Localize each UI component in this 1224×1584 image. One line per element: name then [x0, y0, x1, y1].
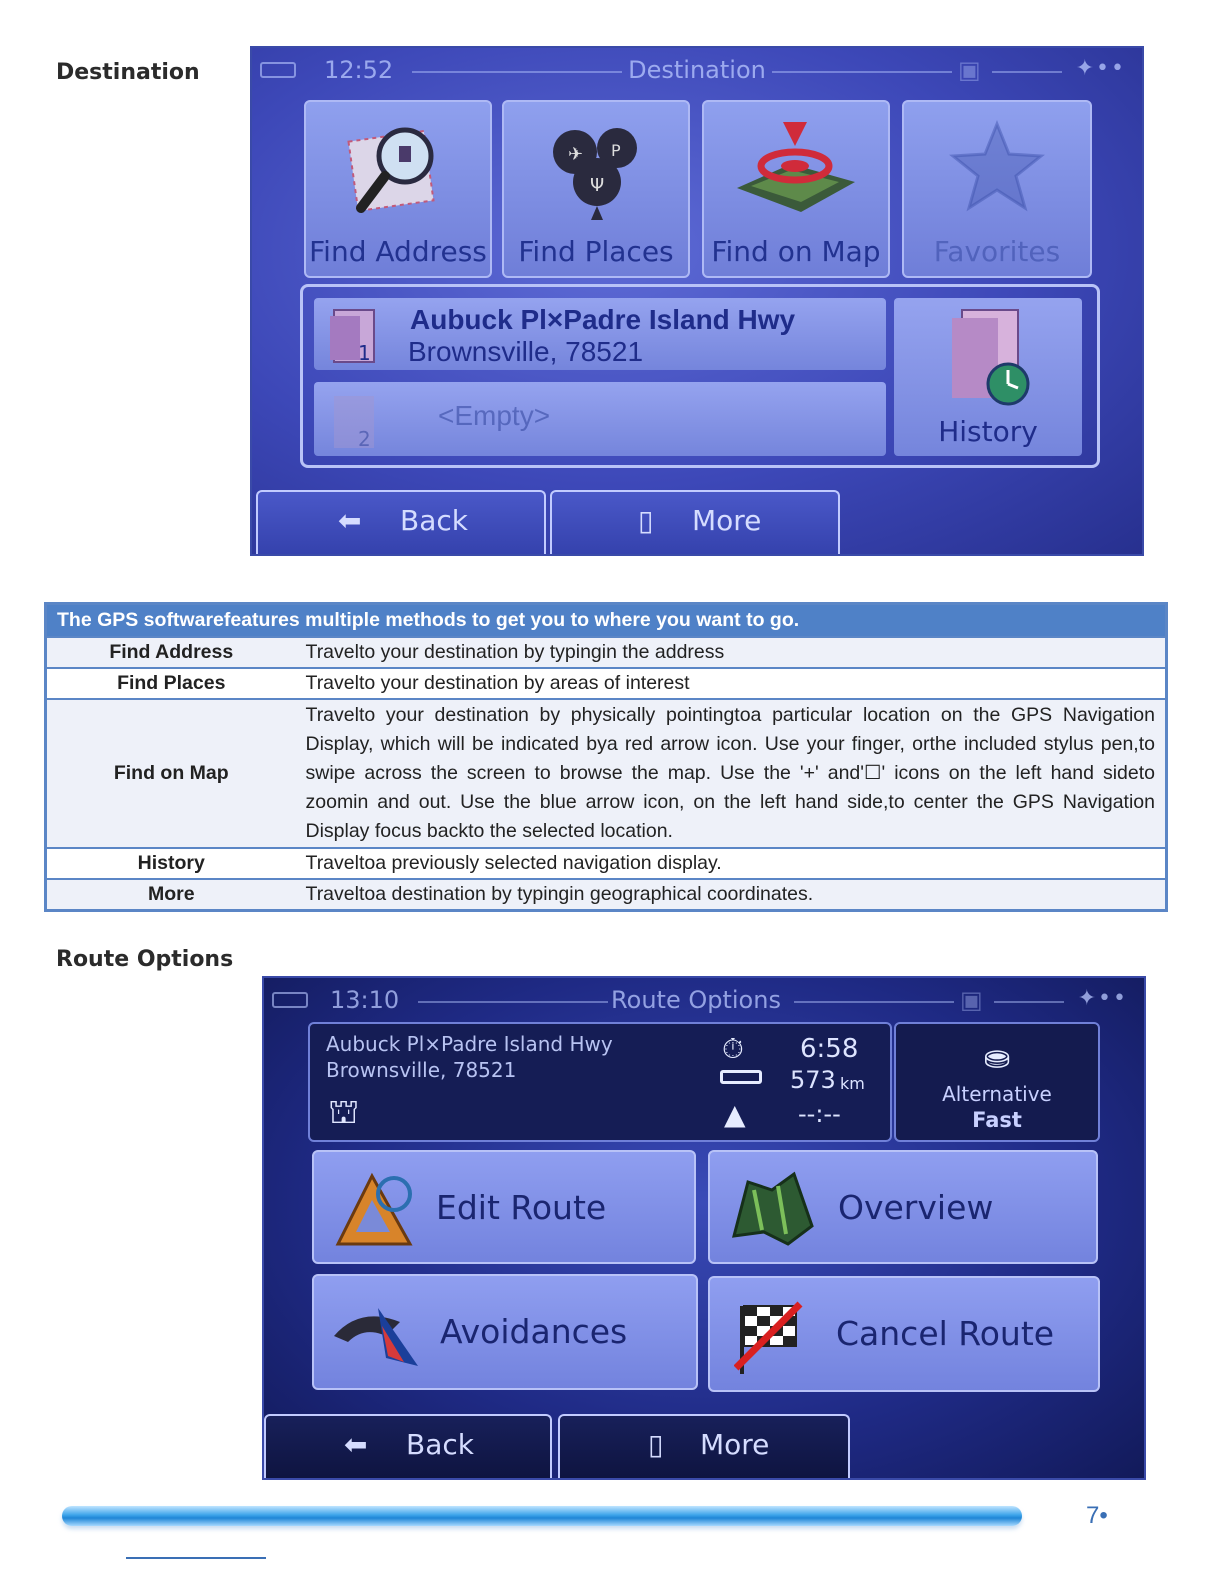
- more-icon: ▯: [648, 1428, 664, 1461]
- feature-name: Find on Map: [46, 699, 296, 848]
- svg-text:1: 1: [358, 341, 371, 365]
- more-label: More: [700, 1428, 770, 1461]
- checkered-flag-icon: [734, 1298, 804, 1378]
- map-overview-icon: [728, 1166, 818, 1252]
- footer-bar: [62, 1506, 1022, 1526]
- feature-desc: Traveltoa previously selected navigation display.: [296, 848, 1167, 879]
- footer-rule: [126, 1557, 266, 1559]
- stopwatch-icon: ⏱: [722, 1032, 744, 1065]
- back-label: Back: [400, 504, 468, 537]
- table-row: [46, 668, 1167, 699]
- destination-screen: [250, 46, 1144, 556]
- history-entry-2[interactable]: [314, 382, 886, 456]
- status-bar: [252, 48, 1142, 94]
- route-street: Aubuck Pl×Padre Island Hwy: [326, 1032, 613, 1056]
- overview-label: Overview: [838, 1188, 994, 1227]
- route-section-title: Route Options: [56, 947, 234, 972]
- find-address-button[interactable]: [304, 100, 492, 278]
- star-icon: [947, 116, 1047, 216]
- back-arrow-icon: ⬅: [344, 1428, 368, 1461]
- highway-icon: ⛫: [328, 1092, 360, 1132]
- feature-desc: Traveltoa destination by typingin geographical coordinates.: [296, 879, 1167, 911]
- history-button[interactable]: [894, 298, 1082, 456]
- find-places-button[interactable]: [502, 100, 690, 278]
- alternative-label: Alternative: [942, 1082, 1052, 1106]
- edit-route-label: Edit Route: [436, 1188, 607, 1227]
- alternative-value: Fast: [972, 1108, 1022, 1132]
- gps-signal-icon: ✦••: [1077, 986, 1128, 1011]
- table-row: [46, 637, 1167, 668]
- back-button[interactable]: [256, 490, 546, 554]
- gps-signal-icon: ✦••: [1075, 56, 1126, 81]
- history-entry-empty: <Empty>: [438, 400, 551, 431]
- route-distance: 573: [790, 1066, 836, 1094]
- screen-title: Destination: [628, 56, 766, 84]
- feature-desc: Travelto your destination by typingin the address: [296, 637, 1167, 668]
- eta-flag-icon: ▲: [724, 1098, 746, 1131]
- car-icon: ▣: [958, 56, 981, 84]
- folder-2-icon: [328, 390, 388, 452]
- feature-desc: Travelto your destination by physically pointingtoa particular location on the GPS Navigation Display, which will be indicated bya red arrow icon. Use your finger, orthe included stylus pen,to swipe across the screen to browse the map. Use the '+' and'☐' icons on the left hand sideto zoomin and out. Use the blue arrow icon, on the left hand side,to center the GPS Navigation Display focus backto the selected location.: [296, 699, 1167, 848]
- find-address-label: Find Address: [309, 235, 487, 268]
- feature-name: History: [46, 848, 296, 879]
- feature-name: Find Address: [46, 637, 296, 668]
- alternative-route-button[interactable]: [894, 1022, 1100, 1142]
- route-city: Brownsville, 78521: [326, 1058, 517, 1082]
- features-table: [44, 602, 1168, 912]
- more-button[interactable]: [550, 490, 840, 554]
- cancel-route-label: Cancel Route: [836, 1314, 1055, 1353]
- back-button[interactable]: [264, 1414, 552, 1478]
- more-icon: ▯: [638, 504, 654, 537]
- route-distance-unit: km: [840, 1074, 865, 1093]
- page-number: 7•: [1086, 1502, 1108, 1529]
- history-entry-street: Aubuck Pl×Padre Island Hwy: [410, 304, 796, 335]
- history-entry-1[interactable]: [314, 298, 886, 370]
- edit-route-button[interactable]: [312, 1150, 696, 1264]
- cancel-route-button[interactable]: [708, 1276, 1100, 1392]
- avoid-road-icon: [330, 1296, 426, 1376]
- table-row: [46, 848, 1167, 879]
- favorites-button[interactable]: [902, 100, 1092, 278]
- route-options-screen: [262, 976, 1146, 1480]
- back-arrow-icon: ⬅: [338, 504, 362, 537]
- route-eta: --:--: [798, 1100, 841, 1128]
- route-duration: 6:58: [800, 1034, 859, 1064]
- route-summary: [308, 1022, 892, 1142]
- svg-text:Ψ: Ψ: [590, 175, 605, 196]
- find-on-map-button[interactable]: [702, 100, 890, 278]
- history-entry-city: Brownsville, 78521: [408, 336, 644, 367]
- avoidances-button[interactable]: [312, 1274, 698, 1390]
- clock: 13:10: [330, 986, 400, 1014]
- screen-title: Route Options: [611, 986, 781, 1014]
- overview-button[interactable]: [708, 1150, 1098, 1264]
- table-row: [46, 879, 1167, 911]
- svg-text:P: P: [611, 141, 621, 160]
- table-row: [46, 699, 1167, 848]
- car-icon: ▣: [960, 986, 983, 1014]
- places-pins-icon: [541, 116, 651, 226]
- more-label: More: [692, 504, 762, 537]
- svg-text:2: 2: [358, 427, 371, 451]
- distance-ruler-icon: [720, 1070, 762, 1084]
- find-on-map-label: Find on Map: [711, 235, 881, 268]
- history-label: History: [938, 415, 1038, 448]
- feature-desc: Travelto your destination by areas of interest: [296, 668, 1167, 699]
- set-square-icon: [332, 1168, 416, 1252]
- svg-text:✈: ✈: [568, 144, 584, 165]
- status-bar: [264, 978, 1144, 1024]
- car-front-icon: ⛂: [983, 1038, 1011, 1076]
- feature-name: Find Places: [46, 668, 296, 699]
- feature-name: More: [46, 879, 296, 911]
- avoidances-label: Avoidances: [440, 1312, 628, 1351]
- magnifier-map-icon: [343, 116, 453, 226]
- folder-1-icon: [328, 304, 388, 366]
- map-target-icon: [731, 116, 861, 226]
- history-folder-icon: [942, 304, 1038, 408]
- destination-section-title: Destination: [56, 60, 200, 85]
- clock: 12:52: [324, 56, 394, 84]
- features-table-header: The GPS softwarefeatures multiple methods to get you to where you want to go.: [46, 604, 1167, 638]
- back-label: Back: [406, 1428, 474, 1461]
- find-places-label: Find Places: [518, 235, 674, 268]
- more-button[interactable]: [558, 1414, 850, 1478]
- favorites-label: Favorites: [933, 235, 1061, 268]
